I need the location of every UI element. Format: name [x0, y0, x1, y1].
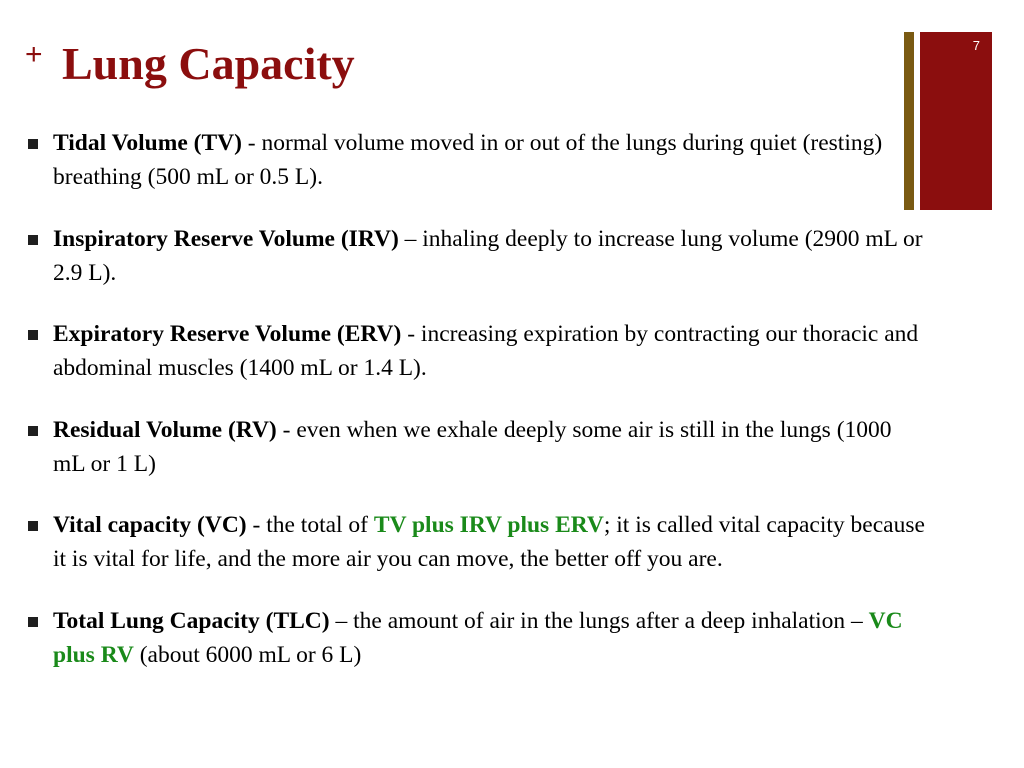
bullet-vital-capacity [28, 508, 928, 576]
slide-number: 7 [972, 38, 980, 53]
bullet-tidal-volume [28, 126, 928, 194]
bullet-square-icon [28, 139, 38, 149]
bullet-term: Expiratory Reserve Volume (ERV) [53, 321, 402, 347]
bullet-term: Tidal Volume (TV) [53, 130, 242, 156]
bullet-text: - even when we exhale deeply some air is still in the lungs (1000 mL or 1 L) [53, 416, 892, 477]
bullet-text: - normal volume moved in or out of the lungs during quiet (resting) breathing (500 mL or 0.5 L). [53, 130, 883, 190]
bullet-text: – the amount of air in the lungs after a deep inhalation – [329, 607, 869, 634]
bullet-square-icon [28, 330, 38, 340]
bullet-square-icon [28, 521, 38, 531]
bullet-highlight: VC plus RV [53, 607, 903, 668]
bullet-text: (about 6000 mL or 6 L) [133, 641, 362, 668]
bullet-square-icon [28, 617, 38, 627]
bullet-expiratory-reserve-volume [28, 317, 928, 385]
bullet-text: ; it is called vital capacity because it is vital for life, and the more air you can move, the better off you are. [53, 512, 925, 572]
decorative-panel [920, 32, 992, 210]
bullet-term: Vital capacity (VC) [53, 512, 247, 538]
bullet-highlight: TV plus IRV plus ERV [373, 512, 604, 538]
bullet-square-icon [28, 235, 38, 245]
bullet-square-icon [28, 426, 38, 436]
plus-icon: + [25, 38, 43, 71]
bullet-total-lung-capacity [28, 604, 928, 672]
bullet-list [28, 126, 928, 699]
bullet-text: - increasing expiration by contracting our thoracic and abdominal muscles (1400 mL or 1.4 L). [53, 321, 919, 381]
bullet-text: – inhaling deeply to increase lung volume (2900 mL or 2.9 L). [53, 225, 923, 286]
bullet-text: - the total of [246, 512, 374, 538]
bullet-term: Inspiratory Reserve Volume (IRV) [53, 225, 399, 252]
slide-title: Lung Capacity [62, 38, 355, 89]
bullet-term: Total Lung Capacity (TLC) [53, 607, 330, 634]
bullet-inspiratory-reserve-volume [28, 222, 928, 290]
bullet-term: Residual Volume (RV) [53, 416, 277, 443]
bullet-residual-volume [28, 413, 928, 481]
